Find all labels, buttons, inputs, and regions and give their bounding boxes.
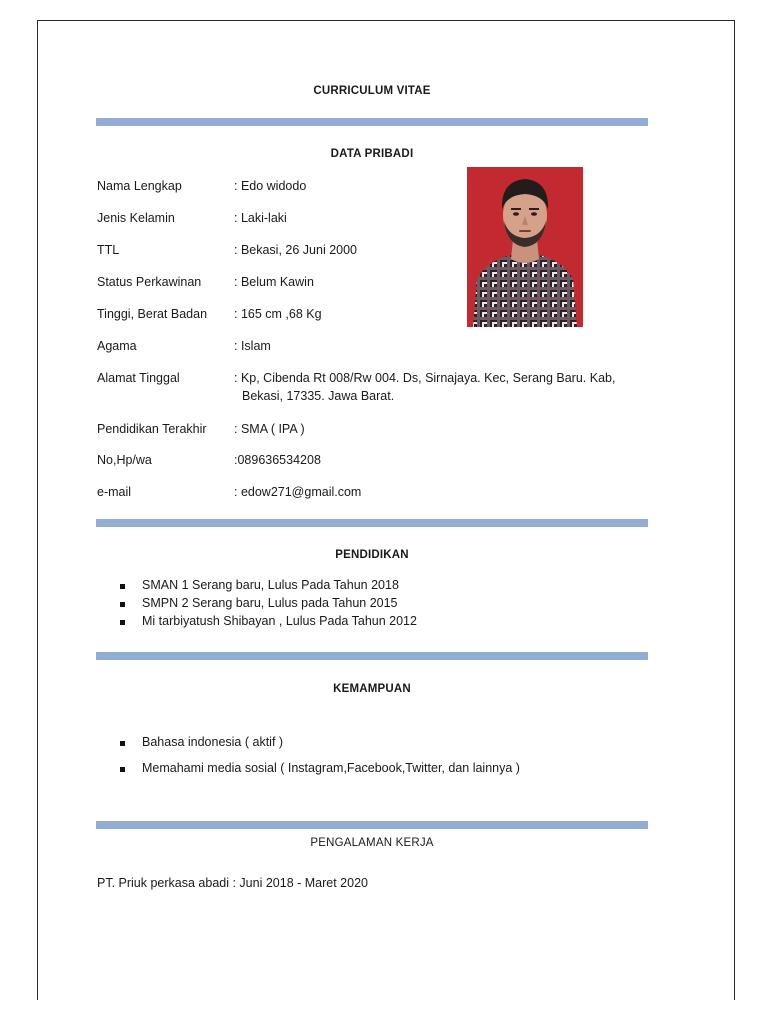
experience-heading: PENGALAMAN KERJA bbox=[310, 837, 434, 849]
profile-photo bbox=[467, 167, 583, 327]
field-value-email: : edow271@gmail.com bbox=[234, 485, 362, 499]
experience-item: PT. Priuk perkasa abadi : Juni 2018 - Maret 2020 bbox=[97, 876, 368, 890]
section-rule-skills bbox=[96, 652, 648, 660]
field-value-address-line2: Bekasi, 17335. Jawa Barat. bbox=[242, 389, 395, 403]
education-heading: PENDIDIKAN bbox=[335, 549, 409, 561]
field-label-height-weight: Tinggi, Berat Badan bbox=[97, 307, 208, 321]
skills-heading: KEMAMPUAN bbox=[333, 683, 411, 695]
cv-title: CURRICULUM VITAE bbox=[313, 85, 431, 97]
field-label-gender: Jenis Kelamin bbox=[97, 211, 175, 225]
section-rule-experience bbox=[96, 821, 648, 829]
field-label-religion: Agama bbox=[97, 339, 137, 353]
list-item: Memahami media sosial ( Instagram,Facebook,Twitter, dan lainnya ) bbox=[118, 761, 520, 775]
field-label-education-last: Pendidikan Terakhir bbox=[97, 422, 207, 436]
field-label-phone: No,Hp/wa bbox=[97, 453, 152, 467]
skills-list bbox=[118, 735, 520, 775]
field-value-marital: : Belum Kawin bbox=[234, 275, 314, 289]
list-item: Bahasa indonesia ( aktif ) bbox=[118, 735, 520, 749]
list-item: SMPN 2 Serang baru, Lulus pada Tahun 2015 bbox=[118, 596, 417, 610]
list-item: Mi tarbiyatush Shibayan , Lulus Pada Tahun 2012 bbox=[118, 614, 417, 628]
personal-heading: DATA PRIBADI bbox=[330, 148, 414, 160]
field-value-height-weight: : 165 cm ,68 Kg bbox=[234, 307, 322, 321]
section-rule-top bbox=[96, 118, 648, 126]
field-label-email: e-mail bbox=[97, 485, 132, 499]
field-value-education-last: : SMA ( IPA ) bbox=[234, 422, 305, 436]
field-label-name: Nama Lengkap bbox=[97, 179, 182, 193]
section-rule-education bbox=[96, 519, 648, 527]
page-frame bbox=[37, 20, 735, 1000]
education-list bbox=[118, 578, 417, 628]
field-value-address-line1: : Kp, Cibenda Rt 008/Rw 004. Ds, Sirnajaya. Kec, Serang Baru. Kab, bbox=[234, 371, 616, 385]
list-item: SMAN 1 Serang baru, Lulus Pada Tahun 2018 bbox=[118, 578, 417, 592]
field-value-address bbox=[234, 369, 615, 405]
field-value-religion: : Islam bbox=[234, 339, 271, 353]
field-value-gender: : Laki-laki bbox=[234, 211, 287, 225]
field-value-birth: : Bekasi, 26 Juni 2000 bbox=[234, 243, 357, 257]
portrait-illustration bbox=[467, 167, 583, 327]
field-value-name: : Edo widodo bbox=[234, 179, 307, 193]
field-value-phone: :089636534208 bbox=[234, 453, 321, 467]
field-label-birth: TTL bbox=[97, 243, 120, 257]
field-label-marital: Status Perkawinan bbox=[97, 275, 202, 289]
field-label-address: Alamat Tinggal bbox=[97, 371, 180, 385]
